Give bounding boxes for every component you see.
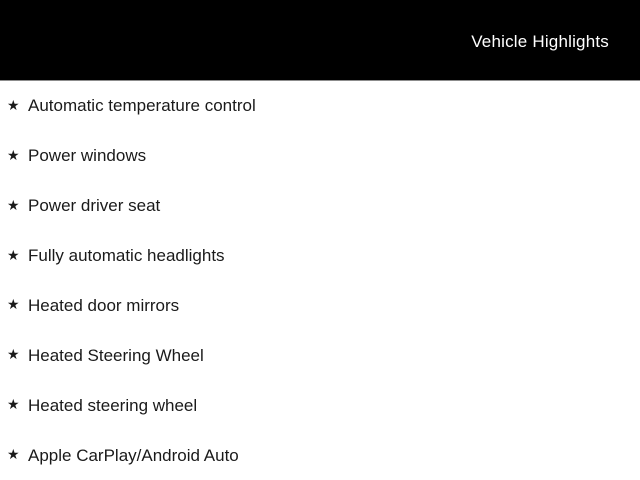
list-item [0, 380, 640, 430]
feature-label: Heated steering wheel [28, 395, 198, 415]
page-title: Vehicle Highlights [471, 32, 609, 51]
star-icon: ★ [7, 247, 20, 264]
list-item [0, 330, 640, 380]
star-icon: ★ [7, 97, 20, 114]
header-bar [0, 0, 640, 81]
feature-label: Apple CarPlay/Android Auto [28, 445, 239, 465]
list-item [0, 81, 640, 131]
feature-list [0, 81, 640, 480]
star-icon: ★ [7, 297, 20, 314]
star-icon: ★ [7, 347, 20, 364]
feature-label: Power windows [28, 146, 147, 166]
list-item [0, 281, 640, 331]
star-icon: ★ [7, 147, 20, 164]
star-icon: ★ [7, 197, 20, 214]
list-item [0, 131, 640, 181]
feature-label: Heated Steering Wheel [28, 345, 204, 365]
feature-label: Power driver seat [28, 196, 161, 216]
star-icon: ★ [7, 447, 20, 464]
feature-label: Automatic temperature control [28, 96, 256, 116]
list-item [0, 181, 640, 231]
list-item [0, 231, 640, 281]
feature-label: Fully automatic headlights [28, 246, 225, 266]
feature-label: Heated door mirrors [28, 295, 180, 315]
star-icon: ★ [7, 397, 20, 414]
list-item [0, 430, 640, 480]
